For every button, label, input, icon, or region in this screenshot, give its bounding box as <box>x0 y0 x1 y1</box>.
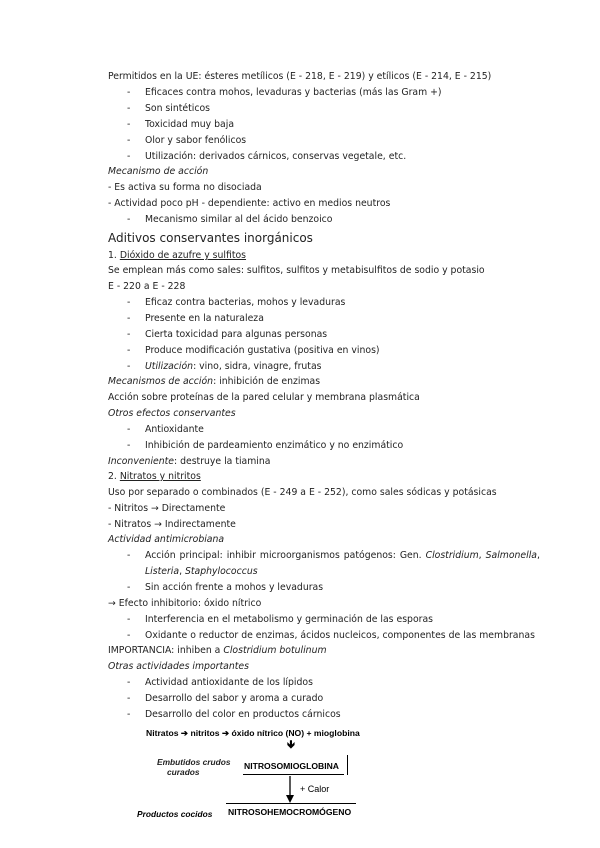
bullet-item: Eficaz contra bacterias, mohos y levaduras <box>145 297 346 308</box>
diagram-box-nitrosohemocromogeno: NITROSOHEMOCROMÓGENO <box>228 807 352 817</box>
bullet-item: Cierta toxicidad para algunas personas <box>145 329 328 340</box>
text-line-italic: Mecanismo de acción <box>108 166 209 177</box>
diagram-label-embutidos: Embutidos crudos <box>157 757 231 767</box>
bullet-item: Mecanismo similar al del ácido benzoico <box>145 214 333 225</box>
bullet-dash: - <box>127 119 131 130</box>
bullet-item: Presente en la naturaleza <box>145 313 264 324</box>
diagram-box-nitrosomioglobina: NITROSOMIOGLOBINA <box>244 761 340 771</box>
bullet-dash: - <box>127 693 131 704</box>
text-line: Uso por separado o combinados (E - 249 a E - 252), como sales sódicas y potásicas <box>108 487 497 498</box>
bullet-item: Utilización: vino, sidra, vinagre, frutas <box>145 361 322 372</box>
arrow-down-icon: 🡻 <box>287 739 295 751</box>
bullet-dash: - <box>127 329 131 340</box>
arrow-down-long-icon <box>284 776 296 804</box>
bullet-dash: - <box>127 614 131 625</box>
bullet-item: Eficaces contra mohos, levaduras y bacterias (más las Gram +) <box>145 87 442 98</box>
text-line: → Efecto inhibitorio: óxido nítrico <box>108 598 262 609</box>
diagram-top-line: Nitratos ➔ nitritos ➔ óxido nítrico (NO) + mioglobina <box>146 728 360 738</box>
text-line: - Actividad poco pH - dependiente: activo en medios neutros <box>108 198 391 209</box>
diagram-underline <box>243 774 344 775</box>
bullet-dash: - <box>127 361 131 372</box>
bullet-item: Inhibición de pardeamiento enzimático y no enzimático <box>145 440 404 451</box>
bullet-dash: - <box>127 677 131 688</box>
bullet-item: Interferencia en el metabolismo y germinación de las esporas <box>145 614 433 625</box>
bullet-item: Actividad antioxidante de los lípidos <box>145 677 313 688</box>
subsection-title: 2. Nitratos y nitritos <box>108 471 201 482</box>
bullet-dash: - <box>127 87 131 98</box>
bullet-item-continuation: Listeria, Staphylococcus <box>145 566 258 577</box>
text-line: IMPORTANCIA: inhiben a Clostridium botulinum <box>108 645 327 656</box>
diagram-label-calor: + Calor <box>300 784 330 794</box>
bullet-dash: - <box>127 313 131 324</box>
bullet-item: Antioxidante <box>145 424 204 435</box>
bullet-dash: - <box>127 103 131 114</box>
bullet-item: Desarrollo del sabor y aroma a curado <box>145 693 324 704</box>
bullet-dash: - <box>127 630 131 641</box>
text-line: - Es activa su forma no disociada <box>108 182 262 193</box>
bullet-item: Toxicidad muy baja <box>145 119 235 130</box>
bullet-item: Acción principal: inhibir microorganismos patógenos: Gen. Clostridium, Salmonella, <box>145 550 540 561</box>
text-line-italic: Otras actividades importantes <box>108 661 249 672</box>
bullet-item: Sin acción frente a mohos y levaduras <box>145 582 324 593</box>
text-line: Inconveniente: destruye la tiamina <box>108 456 271 467</box>
bullet-dash: - <box>127 214 131 225</box>
bullet-dash: - <box>127 550 131 561</box>
bullet-item: Oxidante o reductor de enzimas, ácidos nucleicos, componentes de las membranas <box>145 630 535 641</box>
bullet-item: Desarrollo del color en productos cárnicos <box>145 709 341 720</box>
text-line: - Nitritos → Directamente <box>108 503 226 514</box>
bullet-dash: - <box>127 297 131 308</box>
bullet-item: Olor y sabor fenólicos <box>145 135 247 146</box>
text-line: E - 220 a E - 228 <box>108 281 186 292</box>
text-line: - Nitratos → Indirectamente <box>108 519 236 530</box>
bullet-item: Son sintéticos <box>145 103 210 114</box>
bullet-dash: - <box>127 345 131 356</box>
diagram-label-productos-cocidos: Productos cocidos <box>137 809 213 819</box>
bullet-dash: - <box>127 151 131 162</box>
diagram-vertical-line <box>347 755 348 775</box>
bullet-item: Utilización: derivados cárnicos, conservas vegetale, etc. <box>145 151 407 162</box>
text-line-italic: Actividad antimicrobiana <box>108 534 225 545</box>
text-line: Se emplean más como sales: sulfitos, sulfitos y metabisulfitos de sodio y potasio <box>108 265 485 276</box>
diagram-overline <box>226 803 356 804</box>
bullet-dash: - <box>127 440 131 451</box>
text-line-italic: Otros efectos conservantes <box>108 408 236 419</box>
bullet-dash: - <box>127 424 131 435</box>
section-heading: Aditivos conservantes inorgánicos <box>108 231 313 245</box>
subsection-title: 1. Dióxido de azufre y sulfitos <box>108 250 247 261</box>
text-line: Permitidos en la UE: ésteres metílicos (E - 218, E - 219) y etílicos (E - 214, E - 215) <box>108 71 492 82</box>
bullet-item: Produce modificación gustativa (positiva en vinos) <box>145 345 380 356</box>
bullet-dash: - <box>127 135 131 146</box>
bullet-dash: - <box>127 582 131 593</box>
text-line: Mecanismos de acción: inhibición de enzimas <box>108 376 321 387</box>
bullet-dash: - <box>127 709 131 720</box>
diagram-label-curados: curados <box>167 767 200 777</box>
text-line: Acción sobre proteínas de la pared celular y membrana plasmática <box>108 392 420 403</box>
